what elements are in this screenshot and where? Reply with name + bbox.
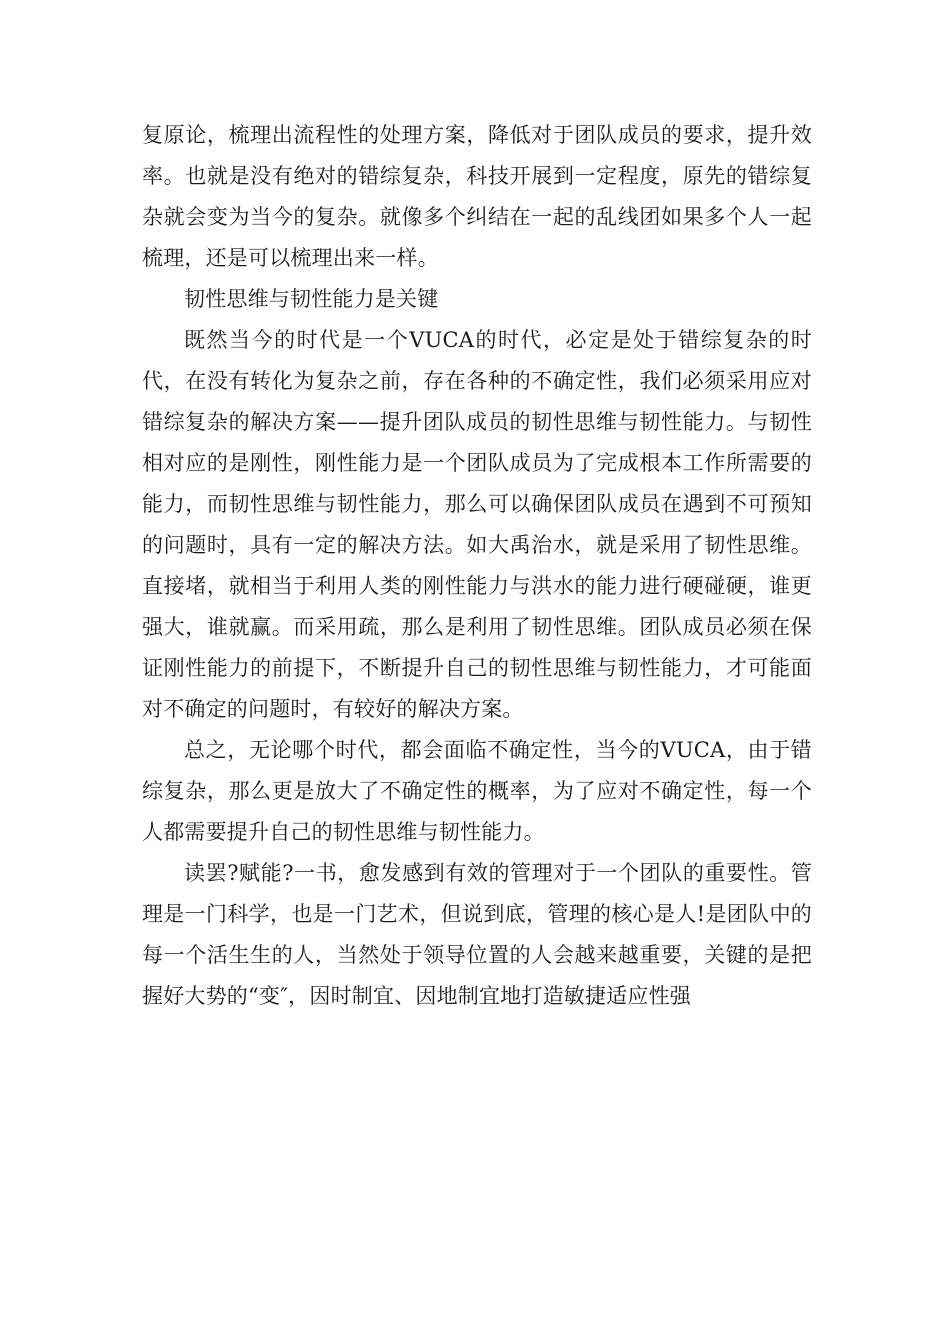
section-heading: 韧性思维与韧性能力是关键 <box>184 287 439 311</box>
paragraph-summary: 总之，无论哪个时代，都会面临不确定性，当今的VUCA，由于错综复杂，那么更是放大了不确定性的概率，为了应对不确定性，每一个人都需要提升自己的韧性思维与韧性能力。 <box>142 738 812 844</box>
paragraph-resilience: 既然当今的时代是一个VUCA的时代，必定是处于错综复杂的时代，在没有转化为复杂之前，存在各种的不确定性，我们必须采用应对错综复杂的解决方案——提升团队成员的韧性思维与韧性能力。与韧性相对应的是刚性，刚性能力是一个团队成员为了完成根本工作所需要的能力，而韧性思维与韧性能力，那么可以确保团队成员在遇到不可预知的问题时，具有一定的解决方法。如大禹治水，就是采用了韧性思维。直接堵，就相当于利用人类的刚性能力与洪水的能力进行硬碰硬，谁更强大，谁就赢。而采用疏，那么是利用了韧性思维。团队成员必须在保证刚性能力的前提下，不断提升自己的韧性思维与韧性能力，才可能面对不确定的问题时，有较好的解决方案。 <box>142 328 812 721</box>
paragraph-continuation: 复原论，梳理出流程性的处理方案，降低对于团队成员的要求，提升效率。也就是没有绝对的错综复杂，科技开展到一定程度，原先的错综复杂就会变为当今的复杂。就像多个纠结在一起的乱线团如果多个人一起梳理，还是可以梳理出来一样。 <box>142 123 812 270</box>
paragraph-empowerment: 读罢?赋能?一书，愈发感到有效的管理对于一个团队的重要性。管理是一门科学，也是一门艺术，但说到底，管理的核心是人!是团队中的每一个活生生的人，当然处于领导位置的人会越来越重要，关键的是把握好大势的“变″，因时制宜、因地制宜地打造敏捷适应性强 <box>142 861 812 1008</box>
document-body <box>142 115 812 1017</box>
